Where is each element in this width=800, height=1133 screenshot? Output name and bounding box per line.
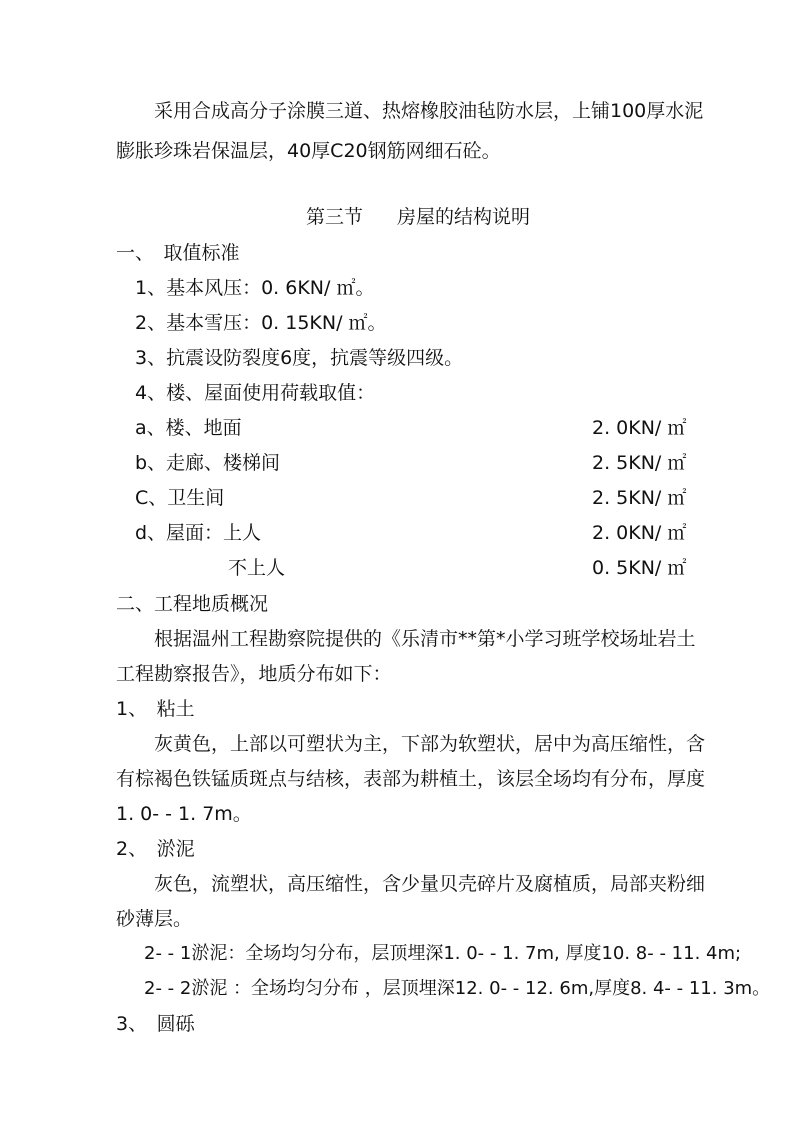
section-number: 第三节 xyxy=(306,206,364,228)
section-title: 房屋的结构说明 xyxy=(397,206,531,228)
load-value-corridor: 2. 5KN/ ㎡ xyxy=(592,452,687,474)
load-label-corridor: b、走廊、楼梯间 xyxy=(135,452,281,474)
layer1-desc-line-1: 灰黄色，上部以可塑状为主，下部为软塑状，居中为高压缩性，含 xyxy=(154,733,706,755)
layer1-desc-line-3: 1. 0- - 1. 7m。 xyxy=(116,803,252,825)
layer3-heading: 3、 圆砾 xyxy=(116,1013,195,1035)
load-value-roof-inaccessible: 0. 5KN/ ㎡ xyxy=(592,557,687,579)
roof-paragraph-line-2: 膨胀珍珠岩保温层，40厚C20钢筋网细石砼。 xyxy=(116,140,501,162)
item-load-values: 4、楼、屋面使用荷载取值： xyxy=(135,382,376,404)
layer2-desc-line-2: 砂薄层。 xyxy=(116,908,193,930)
layer2-sub-2: 2- - 2淤泥 ：全场均匀分布 ，层顶埋深12. 0- - 12. 6m,厚度8. 4- - 11. 3m。 xyxy=(144,978,771,999)
load-label-roof-accessible: d、屋面：上人 xyxy=(135,522,262,544)
load-value-roof-accessible: 2. 0KN/ ㎡ xyxy=(592,522,687,544)
item-seismic: 3、抗震设防裂度6度，抗震等级四级。 xyxy=(135,347,464,369)
layer2-heading: 2、 淤泥 xyxy=(116,838,195,860)
load-value-toilet: 2. 5KN/ ㎡ xyxy=(592,487,687,509)
section-heading xyxy=(306,205,530,229)
geology-intro-line-1: 根据温州工程勘察院提供的《乐清市**第*小学习班学校场址岩土 xyxy=(154,628,696,650)
layer2-desc-line-1: 灰色，流塑状，高压缩性，含少量贝壳碎片及腐植质，局部夹粉细 xyxy=(154,873,706,895)
item-wind-pressure: 1、基本风压：0. 6KN/ ㎡。 xyxy=(135,277,375,299)
part2-heading: 二、工程地质概况 xyxy=(116,593,269,615)
roof-paragraph-line-1: 采用合成高分子涂膜三道、热熔橡胶油毡防水层，上铺100厚水泥 xyxy=(154,100,704,122)
geology-intro-line-2: 工程勘察报告》，地质分布如下： xyxy=(116,663,392,685)
part1-heading: 一、 取值标准 xyxy=(116,242,240,264)
load-label-floor: a、楼、地面 xyxy=(135,417,242,439)
load-label-roof-inaccessible: 不上人 xyxy=(228,557,286,579)
load-value-floor: 2. 0KN/ ㎡ xyxy=(592,417,687,439)
load-label-toilet: C、卫生间 xyxy=(135,487,225,509)
layer2-sub-1: 2- - 1淤泥：全场均匀分布，层顶埋深1. 0- - 1. 7m, 厚度10. 8- - 11. 4m; xyxy=(144,943,742,964)
item-snow-pressure: 2、基本雪压：0. 15KN/ ㎡。 xyxy=(135,312,387,334)
layer1-desc-line-2: 有棕褐色铁锰质斑点与结核，表部为耕植土，该层全场均有分布，厚度 xyxy=(116,768,706,790)
layer1-heading: 1、 粘土 xyxy=(116,698,195,720)
